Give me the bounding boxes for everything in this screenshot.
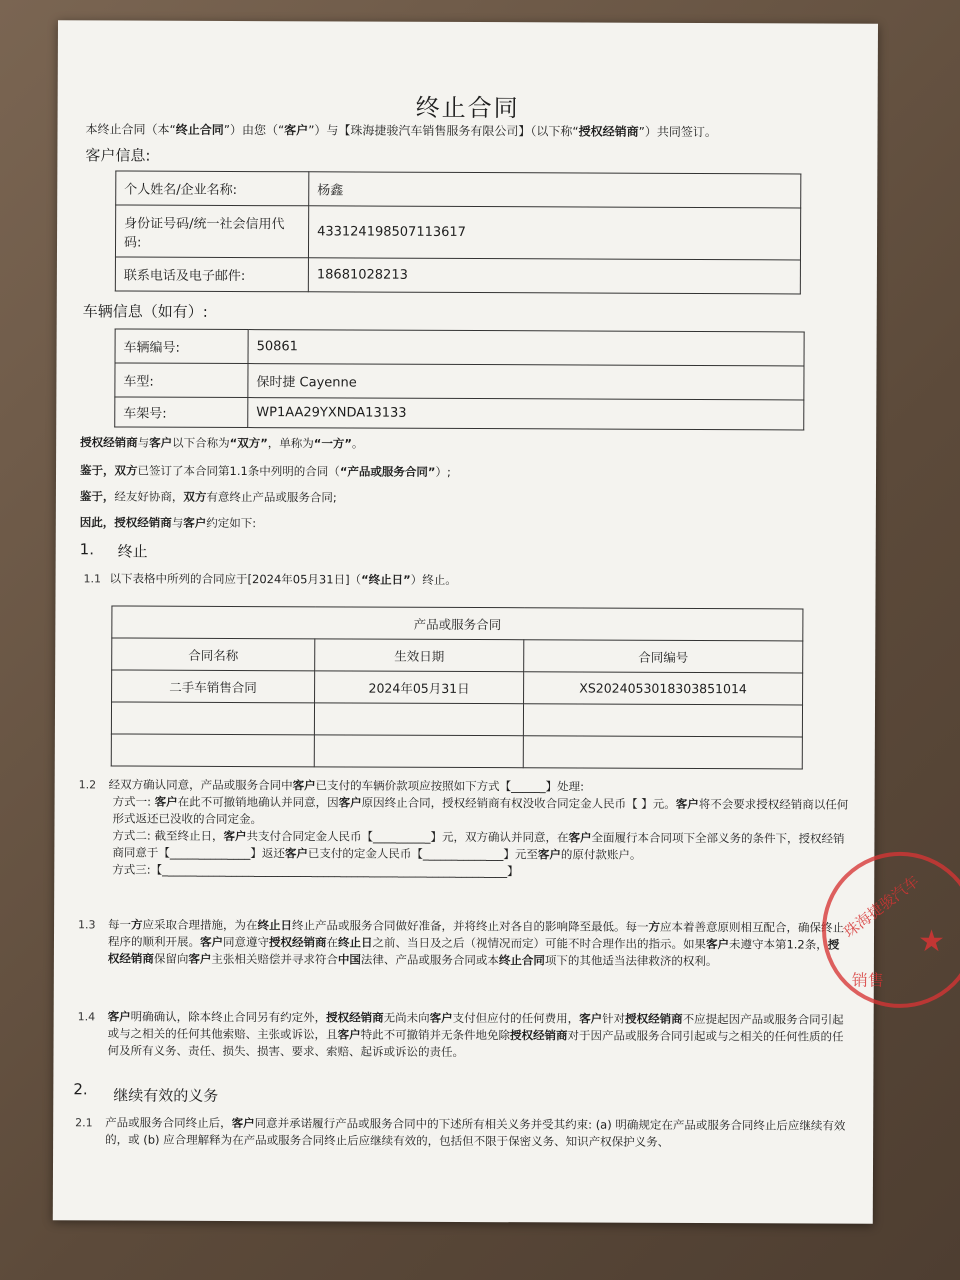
- clause-text: 产品或服务合同终止后，: [105, 1115, 232, 1130]
- clause-text: 不应提起因产品或服务合同引起或与之相关的任何其他索赔、主张或诉讼，且: [107, 1011, 844, 1042]
- clause-2-1: [105, 1114, 849, 1151]
- clause-text: 方式二: 截至终止日，: [112, 828, 224, 843]
- clause-1-2-number: 1.2: [78, 778, 97, 792]
- column-header: 合同编号: [524, 640, 803, 673]
- clause-bold: 客户: [223, 828, 247, 844]
- recital-text: 约定如下:: [206, 515, 257, 531]
- clause-text: 项下的其他适当法律救济的权利。: [544, 953, 718, 969]
- clause-text: 之前、当日及之后（视情况而定）可能不时合理作出的指示。如果: [372, 935, 707, 952]
- clause-text: ）终止。: [410, 572, 457, 587]
- method-three: 方式三:【____________________________________________________________】: [112, 862, 519, 879]
- customer-id-label: 身份证号码/统一社会信用代码:: [115, 205, 308, 258]
- vehicle-info-table: [114, 328, 804, 430]
- clause-text: 同意并承诺履行产品或服务合同中的下述所有相关义务并受其约束: (a) 明确规定在产品或服务合同终止后应继续有效的，或 (b) 应合理解释为在产品或服务合同终止后应继续有效的，包括但不限于保密义务、知识产权保护义务、: [105, 1116, 846, 1149]
- page-title: 终止合同: [415, 93, 520, 123]
- column-header: 合同名称: [112, 638, 315, 671]
- clause-text: 以下表格中所列的合同应于[2024年05月31日]（: [109, 571, 362, 587]
- clause-1-3: [108, 916, 846, 970]
- clause-text: 共支付合同定金人民币【__________】元，双方确认并同意，在: [246, 829, 569, 845]
- table-caption-row: [112, 606, 803, 641]
- star-icon: ★: [917, 923, 945, 960]
- clause-bold: 客户: [284, 846, 308, 861]
- clause-bold: 中国: [337, 952, 361, 967]
- recital-bold: “双方”: [229, 435, 268, 451]
- clause-bold: 授权经销商: [625, 1011, 683, 1026]
- vehicle-model-value: 保时捷 Cayenne: [248, 364, 804, 400]
- clause-text: 法律、产品或服务合同或本: [360, 952, 499, 968]
- clause-bold: 客户: [579, 1011, 603, 1026]
- recital-bold: 双方: [114, 463, 138, 478]
- clause-text: 经双方确认同意，产品或服务合同中: [108, 777, 293, 793]
- clause-bold: 授权经销商: [326, 1010, 384, 1025]
- clause-1-1-number: 1.1: [83, 572, 102, 586]
- clause-text: 终止产品或服务合同做好准备，并将终止对各自的影响降至最低。每一: [292, 918, 649, 934]
- intro-text: 本终止合同（本“: [85, 122, 176, 137]
- recital-text: 与: [171, 515, 184, 530]
- clause-1-3-number: 1.3: [78, 918, 96, 932]
- clause-bold: 客户: [537, 847, 561, 862]
- method-two: [108, 827, 848, 864]
- customer-contact-value: 18681028213: [308, 258, 800, 294]
- table-cell: 二手车销售合同: [112, 670, 315, 703]
- clause-text: 全面履行本合同项下全部义务的条件下，授权经销商同意于【______________】返还: [112, 830, 845, 861]
- recital-text: ）;: [435, 464, 451, 479]
- vin-label: 车架号:: [115, 397, 248, 428]
- seal-text: 珠海捷骏汽车: [840, 872, 923, 942]
- customer-name-value: 杨鑫: [309, 172, 801, 208]
- section-1-number: 1.: [79, 540, 95, 559]
- customer-contact-label: 联系电话及电子邮件:: [115, 257, 308, 292]
- clause-bold: 授权经销商: [107, 937, 840, 966]
- customer-info-table: [115, 170, 802, 294]
- table-row: [115, 205, 800, 260]
- recital-1: [80, 434, 840, 454]
- clause-bold: 客户: [107, 1009, 131, 1024]
- recital-text: 以下合称为: [172, 435, 230, 450]
- clause-text: 支付但应付的任何费用，: [452, 1010, 580, 1026]
- table-cell: [523, 704, 802, 737]
- clause-bold: 客户: [337, 1027, 361, 1042]
- clause-1-2: [108, 776, 848, 881]
- table-caption: 产品或服务合同: [112, 606, 803, 641]
- contracts-table: [111, 605, 804, 769]
- recital-text: 与: [137, 435, 150, 450]
- table-row: [111, 734, 802, 769]
- clause-bold: 终止日: [337, 935, 373, 950]
- recital-bold: 双方: [183, 489, 207, 504]
- table-cell: XS2024053018303851014: [524, 672, 803, 705]
- table-row: [116, 171, 801, 208]
- recital-4: [80, 514, 840, 534]
- intro-bold: 授权经销商: [578, 124, 639, 139]
- table-row: [115, 363, 804, 400]
- table-row: [111, 702, 802, 737]
- clause-bold: 客户: [292, 778, 316, 793]
- clause-bold: 终止合同: [498, 953, 545, 968]
- method-one: [108, 793, 848, 830]
- recital-bold: 因此，授权经销商: [79, 515, 172, 530]
- recital-bold: 鉴于，: [80, 463, 115, 478]
- recital-text: 有意终止产品或服务合同;: [206, 489, 337, 505]
- intro-paragraph: [85, 120, 716, 140]
- clause-text: 的原付款账户。: [560, 847, 642, 862]
- clause-text: 应采取合理措施，为在: [142, 917, 258, 933]
- table-cell: [523, 736, 802, 769]
- clause-text: 保留向: [153, 951, 189, 966]
- recital-bold: “产品或服务合同”: [339, 464, 436, 479]
- clause-bold: 客户: [199, 934, 224, 949]
- clause-bold: 授权经销商: [268, 935, 327, 950]
- clause-1-4: [107, 1008, 845, 1062]
- clause-bold: 终止日: [257, 918, 293, 933]
- section-2-number: 2.: [73, 1080, 88, 1099]
- recital-2: [80, 462, 840, 482]
- clause-text: 方式一:: [112, 794, 155, 809]
- intro-bold: 客户: [284, 123, 309, 138]
- clause-bold: “终止日”: [361, 572, 411, 587]
- clause-text: 特此不可撤销并无条件地免除: [360, 1027, 511, 1043]
- recital-bold: 客户: [149, 435, 173, 450]
- intro-text: ”）共同签订。: [638, 124, 717, 140]
- clause-text: 明确确认，除本终止合同另有约定外，: [130, 1009, 327, 1025]
- clause-text: 原因终止合同，授权经销商有权没收合同定金人民币【 】元。: [361, 795, 676, 811]
- column-header: 生效日期: [315, 639, 524, 672]
- table-cell: [111, 702, 314, 735]
- clause-bold: 客户: [568, 830, 592, 845]
- table-row: [115, 397, 804, 430]
- clause-bold: 客户: [188, 951, 212, 966]
- seal-sales-text: 销售: [851, 970, 884, 990]
- recital-3: [80, 488, 840, 508]
- recital-bold: 授权经销商: [80, 435, 138, 450]
- customer-id-value: 433124198507113617: [308, 206, 800, 260]
- clause-text: 已支付的车辆价款项应按照如下方式【______】处理:: [315, 778, 585, 794]
- vehicle-number-label: 车辆编号:: [115, 329, 248, 364]
- clause-bold: 方: [131, 917, 143, 932]
- table-row: [115, 257, 800, 294]
- clause-2-1-number: 2.1: [75, 1116, 93, 1130]
- recital-text: ，单称为: [267, 436, 314, 451]
- recital-text: 经友好协商，: [114, 489, 184, 504]
- vin-value: WP1AA29YXNDA13133: [248, 398, 804, 430]
- table-cell: 2024年05月31日: [315, 671, 524, 704]
- contract-page: [53, 20, 945, 1224]
- section-2-title: 继续有效的义务: [113, 1086, 219, 1105]
- recital-bold: 鉴于，: [79, 489, 115, 504]
- recital-bold: 客户: [183, 515, 207, 530]
- clause-text: 未遵守本第1.2条，: [728, 937, 828, 952]
- clause-text: 将不会要求授权经销商以任何形式返还已没收的合同定金。: [112, 797, 849, 827]
- vehicle-info-heading: 车辆信息（如有）:: [82, 302, 208, 321]
- clause-bold: 授权经销商: [510, 1028, 568, 1043]
- vehicle-number-value: 50861: [248, 330, 804, 366]
- intro-text: ”）由您（“: [223, 122, 285, 138]
- clause-bold: 客户: [338, 795, 362, 810]
- intro-text: ”）与【珠海捷骏汽车销售服务有限公司】（以下称“: [308, 123, 579, 139]
- clause-bold: 客户: [429, 1010, 453, 1025]
- clause-bold: 客户: [231, 1115, 255, 1131]
- clause-text: 在此不可撤销地确认并同意，因: [177, 794, 339, 810]
- customer-name-label: 个人姓名/企业名称:: [116, 171, 309, 206]
- recital-bold: “一方”: [313, 436, 352, 451]
- clause-text: 针对: [602, 1011, 626, 1026]
- table-cell: [111, 734, 314, 767]
- intro-bold: 终止合同: [175, 122, 224, 137]
- clause-1-1: [110, 570, 830, 590]
- clause-text: 在: [326, 935, 339, 950]
- clause-bold: 客户: [154, 794, 178, 809]
- clause-text: 主张相关赔偿并寻求符合: [211, 951, 338, 967]
- customer-info-heading: 客户信息:: [85, 146, 151, 165]
- recital-text: 。: [351, 436, 364, 451]
- clause-text: 每一: [108, 917, 132, 932]
- table-row: [115, 329, 804, 366]
- vehicle-model-label: 车型:: [115, 363, 248, 398]
- clause-text: 应本着善意原则相互配合，确保终止程序的顺利开展。: [107, 919, 845, 949]
- clause-text: 已支付的定金人民币【______________】元至: [307, 846, 538, 862]
- table-cell: [314, 703, 523, 736]
- table-cell: [314, 735, 523, 768]
- recital-text: 已签订了本合同第1.1条中列明的合同（: [137, 463, 340, 479]
- clause-text: 对于因产品或服务合同引起或与之相关的任何性质的任何及所有义务、责任、损失、损害、要求、索赔、起诉或诉讼的责任。: [107, 1028, 844, 1059]
- clause-bold: 客户: [705, 937, 730, 952]
- section-1-title: 终止: [117, 542, 148, 561]
- table-header-row: [112, 638, 803, 673]
- clause-bold: 方: [648, 919, 661, 934]
- clause-bold: 客户: [675, 796, 699, 812]
- table-row: [112, 670, 803, 705]
- clause-text: 同意遵守: [222, 934, 270, 950]
- clause-1-4-number: 1.4: [77, 1010, 96, 1024]
- clause-text: 无尚未向: [383, 1010, 430, 1025]
